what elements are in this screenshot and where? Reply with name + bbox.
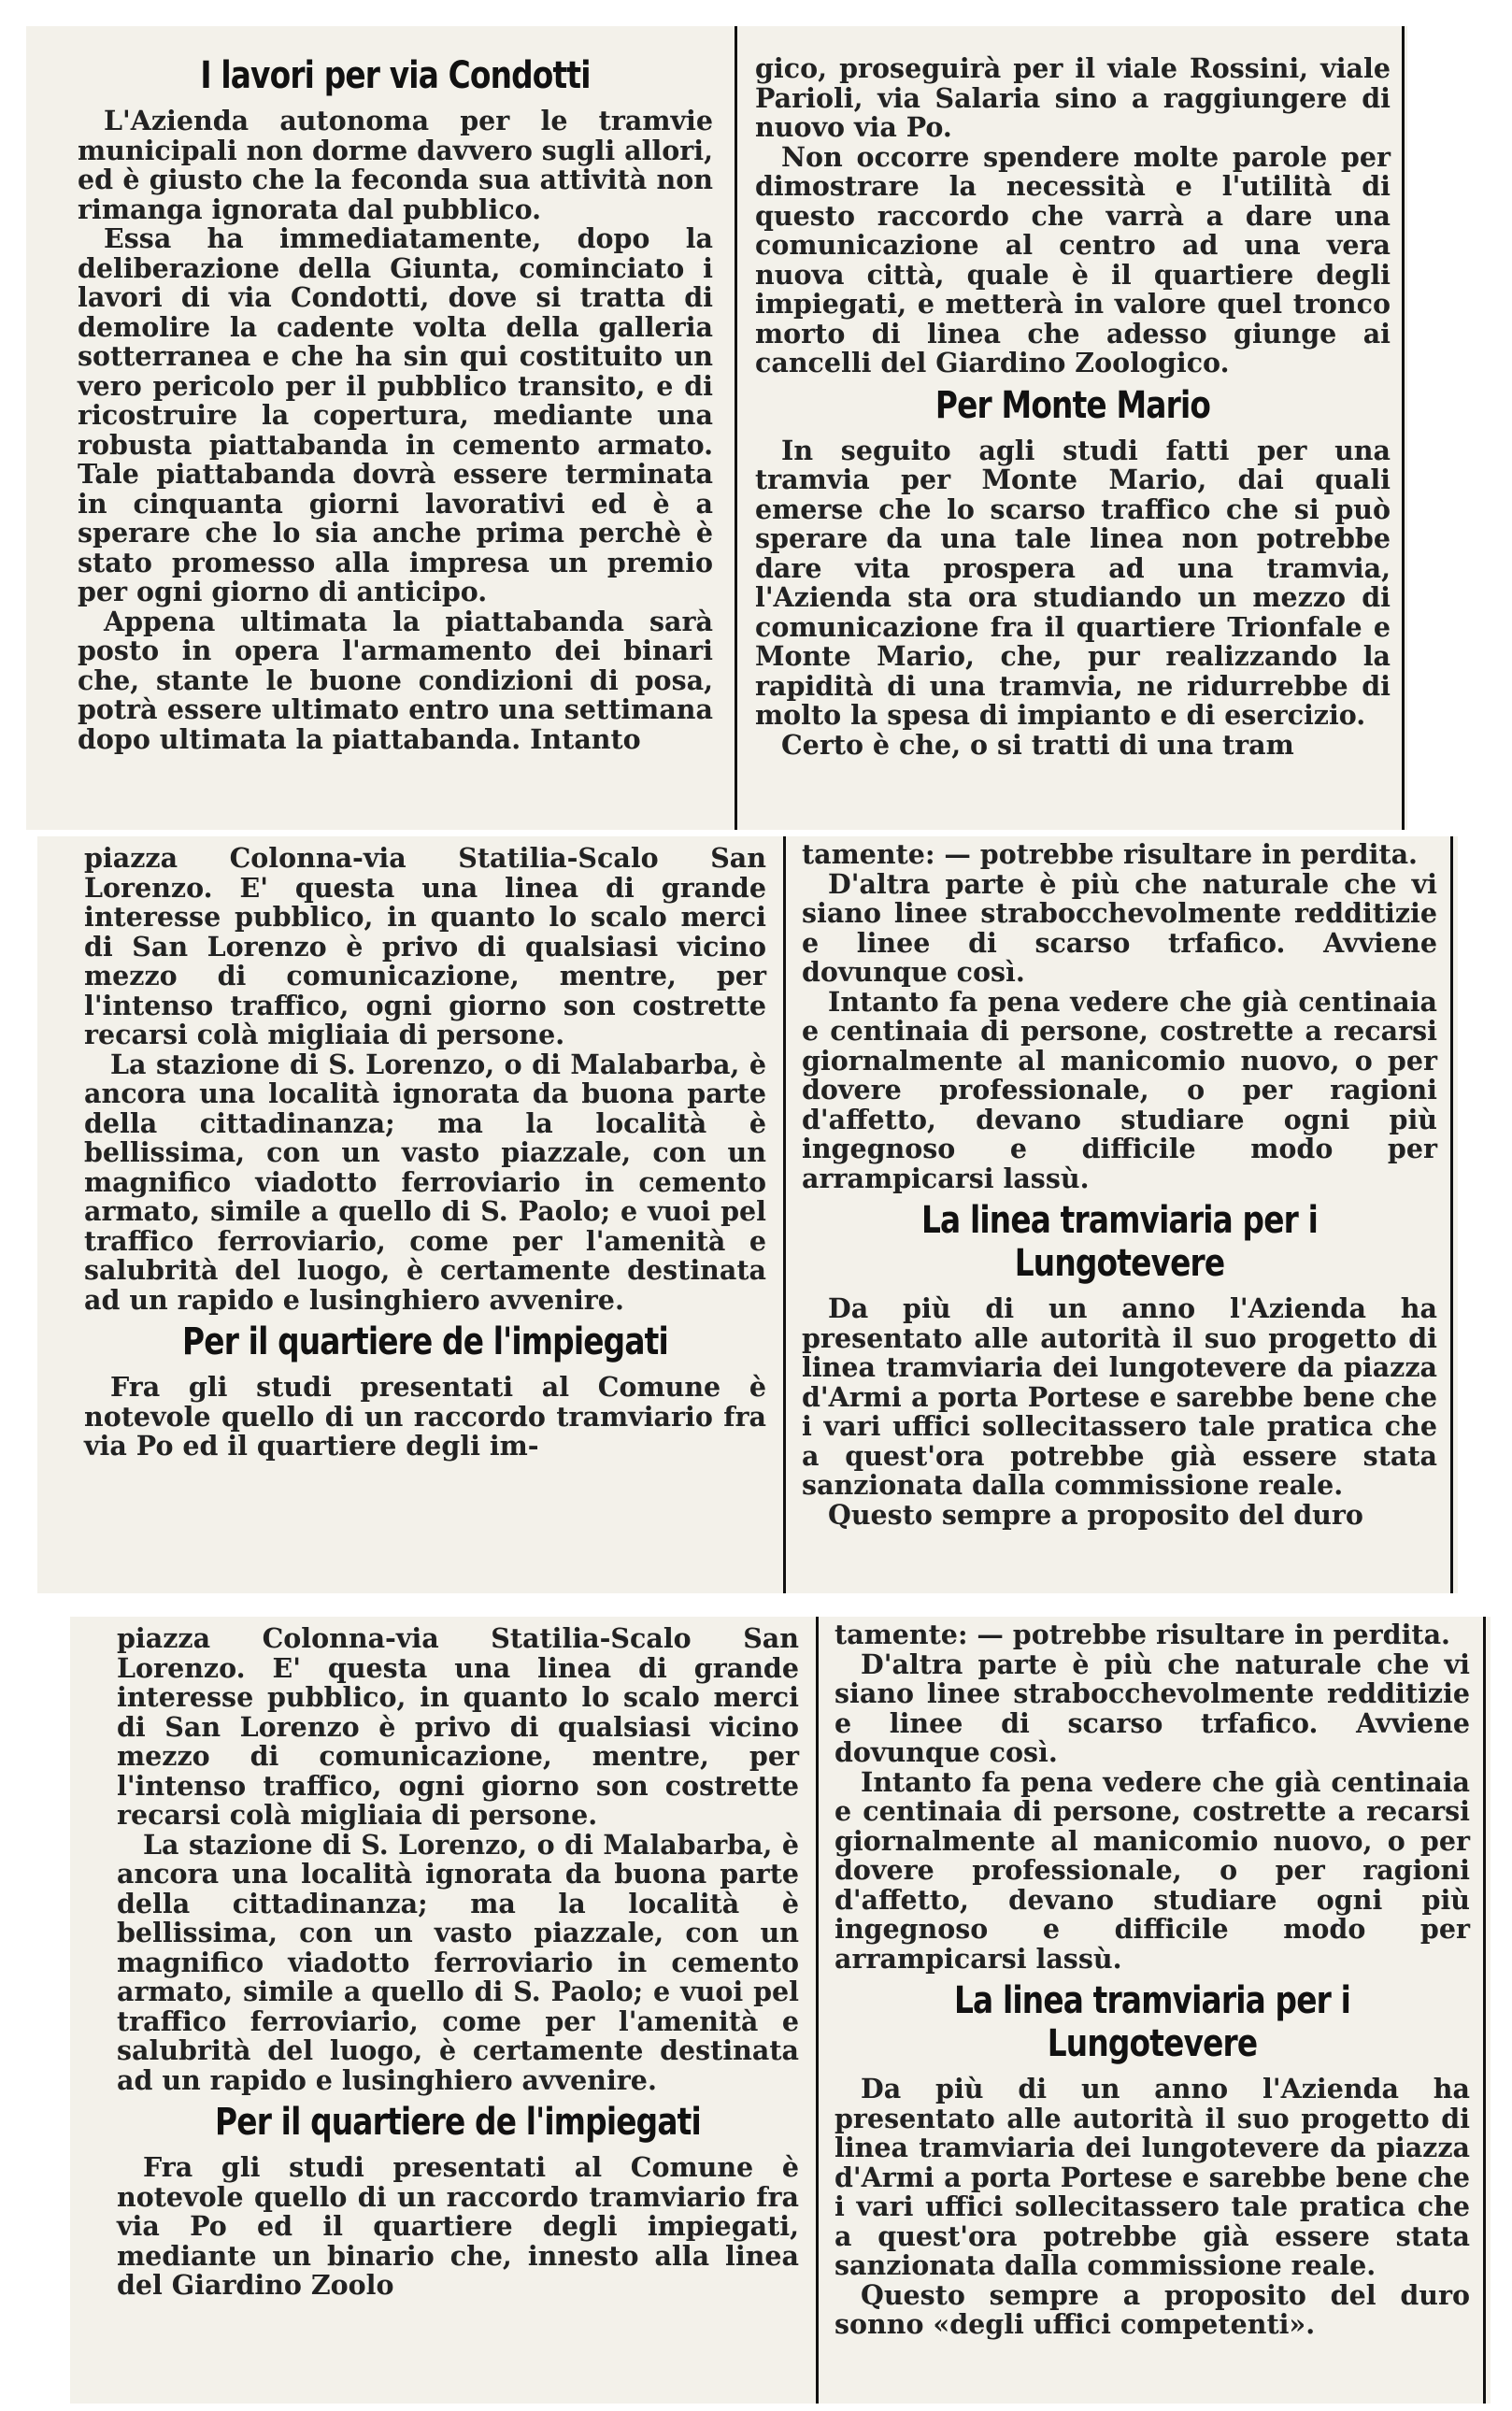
clip1-left-column bbox=[68, 49, 722, 830]
headline-monte-mario: Per Monte Mario bbox=[934, 383, 1211, 427]
paragraph: Questo sempre a proposito del duro sonno «degli uffici competenti». bbox=[834, 2278, 1470, 2340]
clipping-3 bbox=[70, 1617, 1491, 2404]
paragraph: Fra gli studi presentati al Comune è notevole quello di un raccordo tramviario fra via Po ed il quartiere degli im- bbox=[84, 1371, 766, 1462]
paragraph: L'Azienda autonoma per le tramvie municipali non dorme davvero sugli allori, ed è giusto che la feconda sua attività non rimanga ignorata dal pubblico. bbox=[78, 105, 713, 225]
column-rule bbox=[1483, 1617, 1486, 2404]
paragraph: tamente: — potrebbe risultare in perdita. bbox=[802, 838, 1418, 870]
paragraph: Da più di un anno l'Azienda ha presentato alle autorità il suo progetto di linea tramviaria dei lungotevere da piazza d'Armi a porta Portese e sarebbe bene che i vari uffici sollecitassero tale pratica che a quest'ora potrebbe già essere stata sanzionata dalla commissione reale. bbox=[802, 1292, 1437, 1501]
paragraph: Da più di un anno l'Azienda ha presentato alle autorità il suo progetto di linea tramviaria dei lungotevere da piazza d'Armi a porta Portese e sarebbe bene che i vari uffici sollecitassero tale pratica che a quest'ora potrebbe già essere stata sanzionata dalla commissione reale. bbox=[834, 2073, 1470, 2281]
clip3-left-column bbox=[107, 1624, 808, 2404]
column-rule bbox=[783, 836, 786, 1593]
paragraph: Intanto fa pena vedere che già centinaia e centinaia di persone, costrette a recarsi giornalmente al manicomio nuovo, o per dovere professionale, o per ragioni d'affetto, devano studiare ogni più ingegnoso e difficile modo per arrampicarsi lassù. bbox=[834, 1765, 1470, 1975]
paragraph: La stazione di S. Lorenzo, o di Malabarba, è ancora una località ignorata da buona parte della cittadinanza; ma la località è bellissima, con un vasto piazzale, con un magnifico viadotto ferroviario in cemento armato, simile a quello di S. Paolo; e vuoi pel traffico ferroviario, come per l'amenità e salubrità del luogo, è certamente destinata ad un rapido e lusinghiero avvenire. bbox=[117, 1828, 799, 2096]
paragraph: tamente: — potrebbe risultare in perdita. bbox=[834, 1619, 1450, 1650]
headline-quartiere-impiegati: Per il quartiere de l'impiegati bbox=[215, 2101, 701, 2144]
paragraph: D'altra parte è più che naturale che vi siano linee strabocchevolmente redditizie e linee di scarso trfafico. Avviene dovunque così. bbox=[802, 867, 1437, 988]
clip2-right-column bbox=[792, 840, 1447, 1593]
paragraph: Essa ha immediatamente, dopo la deliberazione della Giunta, cominciato i lavori di via Condotti, dove si tratta di demolire la cadente volta della galleria sotterranea e che ha sin qui costituito un vero pericolo per il pubblico transito, e di ricostruire la copertura, mediante una robusta piattabanda in cemento armato. Tale piattabanda dovrà essere terminata in cinquanta giorni lavorativi ed è a sperare che lo sia anche prima perchè è stato promesso alla impresa un premio per ogni giorno di anticipo. bbox=[78, 222, 713, 607]
clip3-right-column bbox=[825, 1620, 1479, 2404]
paragraph: Intanto fa pena vedere che già centinaia e centinaia di persone, costrette a recarsi giornalmente al manicomio nuovo, o per dovere professionale, o per ragioni d'affetto, devano studiare ogni più ingegnoso e difficile modo per arrampicarsi lassù. bbox=[802, 985, 1437, 1194]
headline-lungotevere: La linea tramviaria per i Lungotevere bbox=[920, 1199, 1319, 1285]
paragraph: Appena ultimata la piattabanda sarà posto in opera l'armamento dei binari che, stante le buone condizioni di posa, potrà essere ultimato entro una settimana dopo ultimata la piattabanda. Intanto bbox=[78, 605, 713, 755]
paragraph: In seguito agli studi fatti per una tramvia per Monte Mario, dai quali emerse che lo scarso traffico che si può sperare da una tale linea non potrebbe dare vita prospera ad una tramvia, l'Azienda sta ora studiando un mezzo di comunicazione fra il quartiere Trionfale e Monte Mario, che, pur realizzando la rapidità di una tramvia, ne ridurrebbe di molto la spesa di impianto e di esercizio. bbox=[755, 434, 1391, 731]
paragraph: Non occorre spendere molte parole per dimostrare la necessità e l'utilità di questo raccordo che varrà a dare una comunicazione al centro ad una vera nuova città, quale è il quartiere degli impiegati, e metterà in valore quel tronco morto di linea che adesso giunge ai cancelli del Giardino Zoologico. bbox=[755, 140, 1391, 378]
paragraph: Questo sempre a proposito del duro bbox=[828, 1498, 1363, 1531]
clipping-2 bbox=[37, 836, 1458, 1593]
paragraph: Certo è che, o si tratti di una tram bbox=[781, 728, 1294, 761]
headline-lungotevere: La linea tramviaria per i Lungotevere bbox=[953, 1979, 1351, 2065]
column-rule bbox=[1450, 836, 1453, 1593]
paragraph: D'altra parte è più che naturale che vi siano linee strabocchevolmente redditizie e linee di scarso trfafico. Avviene dovunque così. bbox=[834, 1648, 1470, 1768]
column-rule bbox=[1402, 26, 1405, 830]
clip1-right-column bbox=[746, 54, 1400, 830]
paragraph: La stazione di S. Lorenzo, o di Malabarba, è ancora una località ignorata da buona parte della cittadinanza; ma la località è bellissima, con un vasto piazzale, con un magnifico viadotto ferroviario in cemento armato, simile a quello di S. Paolo; e vuoi pel traffico ferroviario, come per l'amenità e salubrità del luogo, è certamente destinata ad un rapido e lusinghiero avvenire. bbox=[84, 1048, 766, 1316]
paragraph: piazza Colonna-via Statilia-Scalo San Lorenzo. E' questa una linea di grande interesse pubblico, in quanto lo scalo merci di San Lorenzo è privo di qualsiasi vicino mezzo di comunicazione, mentre, per l'intenso traffico, ogni giorno son costrette recarsi colà migliaia di persone. bbox=[117, 1622, 799, 1831]
paragraph: piazza Colonna-via Statilia-Scalo San Lorenzo. E' questa una linea di grande interesse pubblico, in quanto lo scalo merci di San Lorenzo è privo di qualsiasi vicino mezzo di comunicazione, mentre, per l'intenso traffico, ogni giorno son costrette recarsi colà migliaia di persone. bbox=[84, 842, 766, 1050]
column-rule bbox=[816, 1617, 819, 2404]
paragraph: gico, proseguirà per il viale Rossini, viale Parioli, via Salaria sino a raggiungere di nuovo via Po. bbox=[755, 52, 1391, 143]
clipping-1 bbox=[26, 26, 1407, 830]
headline-quartiere-impiegati: Per il quartiere de l'impiegati bbox=[182, 1320, 668, 1363]
column-rule bbox=[735, 26, 737, 830]
headline-via-condotti: I lavori per via Condotti bbox=[200, 54, 591, 97]
paragraph: Fra gli studi presentati al Comune è notevole quello di un raccordo tramviario fra via Po ed il quartiere degli impiegati, mediante un binario che, innesto alla linea del Giardino Zoolo bbox=[117, 2151, 799, 2301]
clip2-left-column bbox=[75, 844, 776, 1593]
